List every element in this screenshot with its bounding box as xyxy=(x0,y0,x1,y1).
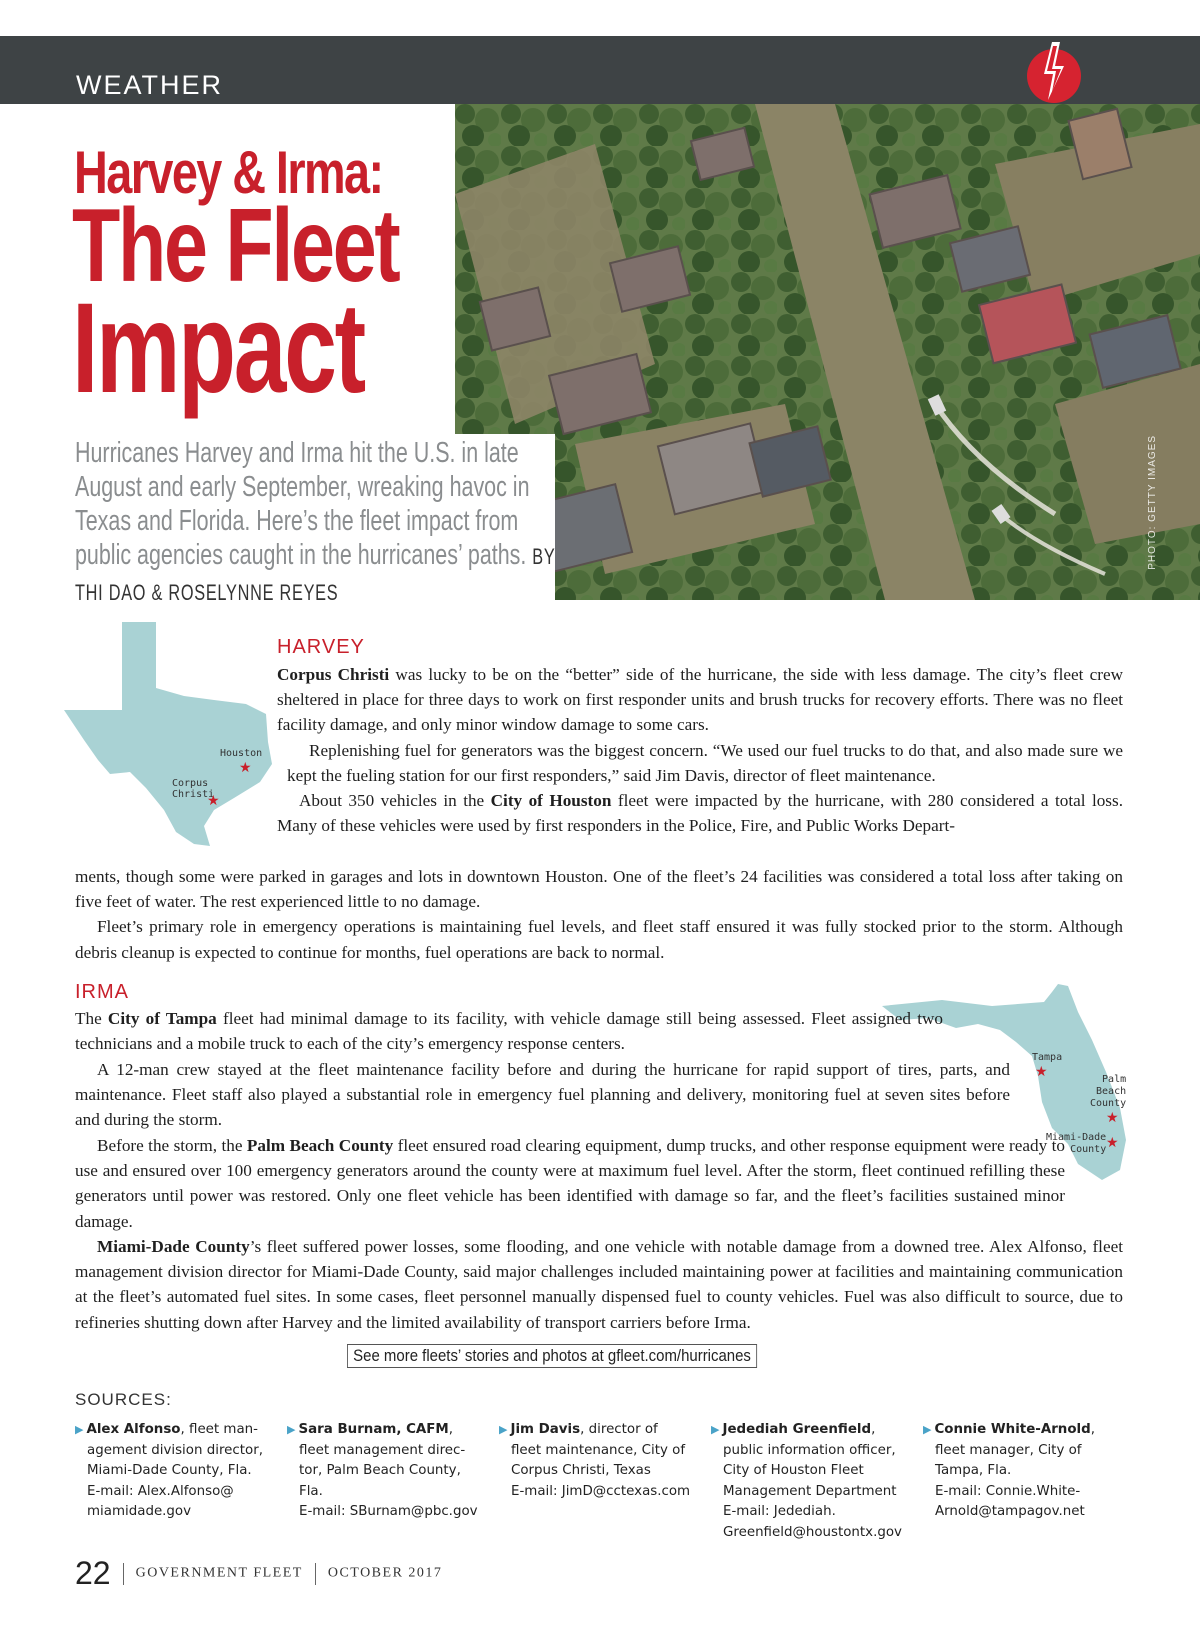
harvey-p2-text: Replenishing fuel for generators was the biggest concern. “We used our fuel trucks to do that, and also made sure we kept the fueling station for our first responders,” said Jim Davis, director of fleet maintenance. xyxy=(287,740,1123,785)
page-footer xyxy=(75,1555,442,1592)
map-label-tampa: Tampa xyxy=(1032,1052,1063,1063)
irma-article-palm-beach xyxy=(75,1133,1065,1234)
arrow-icon: ▶ xyxy=(711,1423,720,1436)
source-item xyxy=(287,1420,487,1523)
source-item xyxy=(75,1420,275,1523)
palm-beach-star-icon: ★ xyxy=(1106,1111,1119,1126)
harvey-p3-text-a: fleet were impacted by the hurricane, with 280 considered a total loss. Many of these vehicles were used by first responders in the Police, Fire, and Public Works Depart- xyxy=(277,791,1123,836)
page-number: 22 xyxy=(75,1555,111,1591)
source-line: fleet man- xyxy=(184,1422,258,1437)
harvey-p3-pre: About 350 vehicles in the xyxy=(299,791,491,811)
source-email: E-mail: Jedediah. xyxy=(723,1504,836,1519)
source-line: Tampa, Fla. xyxy=(935,1463,1012,1478)
texas-map xyxy=(64,622,284,848)
source-line: fleet maintenance, City of xyxy=(511,1442,686,1458)
source-comma: , xyxy=(1090,1422,1095,1437)
irma-p3-text: fleet ensured road clearing equipment, dump trucks, and other response equipment were ready to use and ensured over 100 emergency generators around the county were at maximum fuel level. After the storm, fleet continued refilling these generators until power was restored. Only one fleet vehicle has been identified with damage so far, and the fleet’s facilities sustained minor damage. xyxy=(75,1136,1066,1231)
arrow-icon: ▶ xyxy=(499,1423,508,1436)
source-line: public information officer, xyxy=(723,1442,896,1458)
md-label-2: County xyxy=(1070,1144,1107,1155)
source-line: director of xyxy=(584,1422,658,1437)
source-line: Fla. xyxy=(299,1483,323,1499)
source-comma: , xyxy=(871,1422,876,1437)
pb-label-2: Beach xyxy=(1096,1086,1127,1097)
arrow-icon: ▶ xyxy=(287,1423,296,1436)
harvey-article-bottom xyxy=(75,864,1123,965)
deck-summary: Hurricanes Harvey and Irma hit the U.S. in late August and early September, wreaking havoc in Texas and Florida. Here’s the fleet impact from public agencies caught in the hurricanes’ paths. xyxy=(75,437,530,571)
tampa-star-icon: ★ xyxy=(1035,1065,1048,1080)
harvey-paragraph-4 xyxy=(75,914,1123,964)
source-item xyxy=(923,1420,1128,1523)
deck-text xyxy=(75,436,578,610)
arrow-icon: ▶ xyxy=(923,1423,932,1436)
harvey-paragraph-2 xyxy=(277,738,1123,788)
city-of-tampa-bold: City of Tampa xyxy=(107,1009,217,1028)
irma-p1-text: fleet had minimal damage to its facility, with vehicle damage still being assessed. Fleet assigned two technicians and a mobile truck to each of the city’s emergency response centers. xyxy=(75,1009,943,1054)
hurricanes-link[interactable]: See more fleets’ stories and photos at gfleet.com/hurricanes xyxy=(347,1344,757,1368)
houston-star-icon: ★ xyxy=(239,761,252,776)
irma-article-bottom xyxy=(75,1234,1123,1335)
map-label-palm-beach-county xyxy=(1090,1074,1126,1110)
sources-heading: SOURCES: xyxy=(75,1390,172,1409)
irma-p3-pre: Before the storm, the xyxy=(97,1136,247,1155)
irma-paragraph-3 xyxy=(75,1133,1065,1234)
irma-article-middle xyxy=(75,1057,1010,1133)
city-of-houston-bold: City of Houston xyxy=(490,791,612,811)
headline-line-2: The Fleet xyxy=(72,188,399,304)
source-item xyxy=(499,1420,699,1502)
source-name: Sara Burnam, CAFM xyxy=(298,1422,449,1437)
palm-beach-county-bold: Palm Beach County xyxy=(246,1136,394,1155)
harvey-p3-text-b: ments, though some were parked in garages and lots in downtown Houston. One of the fleet’s 24 facilities was considered a total loss after taking on five feet of water. The rest experienced little to no damage. xyxy=(75,867,1123,912)
corpus-label-2: Christi xyxy=(172,789,215,800)
irma-article-top xyxy=(75,1006,943,1056)
harvey-heading: HARVEY xyxy=(277,636,365,658)
source-email: E-mail: SBurnam@pbc.gov xyxy=(299,1504,478,1519)
source-line: Corpus Christi, Texas xyxy=(511,1463,651,1478)
source-line: Miami-Dade County, Fla. xyxy=(87,1463,252,1478)
headline-line-3: Impact xyxy=(72,277,364,420)
source-line: agement division director, xyxy=(87,1442,263,1458)
md-label-1: Miami-Dade xyxy=(1046,1132,1107,1143)
miami-dade-star-icon: ★ xyxy=(1106,1136,1119,1151)
publication-name: GOVERNMENT FLEET xyxy=(135,1565,303,1581)
source-email: Greenfield@houstontx.gov xyxy=(723,1524,902,1540)
source-email: Arnold@tampagov.net xyxy=(935,1504,1085,1519)
corpus-christi-star-icon: ★ xyxy=(207,794,220,809)
arrow-icon: ▶ xyxy=(75,1423,84,1436)
map-label-houston: Houston xyxy=(220,748,263,759)
harvey-paragraph-1 xyxy=(277,662,1123,738)
pb-label-3: County xyxy=(1090,1098,1127,1109)
irma-paragraph-1 xyxy=(75,1006,943,1056)
source-line: fleet management direc- xyxy=(299,1442,466,1458)
section-label: WEATHER xyxy=(76,70,223,100)
photo-credit: PHOTO: GETTY IMAGES xyxy=(1147,435,1158,570)
miami-dade-county-bold: Miami-Dade County xyxy=(97,1237,250,1256)
corpus-christi-bold: Corpus Christi xyxy=(277,665,390,684)
footer-divider xyxy=(315,1563,316,1585)
source-line: tor, Palm Beach County, xyxy=(299,1463,461,1478)
source-name: Jedediah Greenfield xyxy=(722,1422,872,1437)
source-line: City of Houston Fleet xyxy=(723,1463,864,1478)
source-email: miamidade.gov xyxy=(87,1504,192,1519)
source-line: fleet manager, City of xyxy=(935,1442,1082,1458)
irma-heading: IRMA xyxy=(75,981,129,1003)
source-comma: , xyxy=(448,1422,453,1437)
harvey-paragraph-3b xyxy=(75,864,1123,914)
issue-date: OCTOBER 2017 xyxy=(327,1565,443,1581)
irma-paragraph-4 xyxy=(75,1234,1123,1335)
source-name: Jim Davis xyxy=(510,1422,581,1437)
headline-line-1: Harvey & Irma: xyxy=(74,139,383,206)
source-email: E-mail: JimD@cctexas.com xyxy=(511,1483,691,1499)
source-item xyxy=(711,1420,911,1543)
source-name: Connie White-Arnold xyxy=(934,1422,1091,1437)
irma-p1-pre: The xyxy=(75,1009,108,1028)
harvey-p1-text: was lucky to be on the “better” side of the hurricane, the side with less damage. The city’s fleet crew sheltered in place for three days to work on first responder units and brush trucks for recovery efforts. There was no fleet facility damage, and only minor window damage to some cars. xyxy=(277,665,1123,735)
corpus-label-1: Corpus xyxy=(172,778,209,789)
pb-label-1: Palm xyxy=(1102,1074,1127,1085)
source-line: Management Department xyxy=(723,1483,897,1499)
source-comma: , xyxy=(580,1422,585,1437)
irma-paragraph-2 xyxy=(75,1057,1010,1133)
harvey-p4-text: Fleet’s primary role in emergency operations is maintaining fuel levels, and fleet staff ensured it was fully stocked prior to the storm. Although debris cleanup is expected to continue for months, fuel operations are back to normal. xyxy=(75,917,1123,962)
harvey-paragraph-3a xyxy=(277,788,1123,838)
source-email: E-mail: Connie.White- xyxy=(935,1483,1081,1499)
footer-divider xyxy=(123,1563,124,1585)
lightning-bolt-logo-icon xyxy=(1022,40,1086,104)
byline: BY THI DAO & ROSELYNNE REYES xyxy=(75,544,556,605)
source-email: E-mail: Alex.Alfonso@ xyxy=(87,1483,234,1499)
irma-p4-text: ’s fleet suffered power losses, some flooding, and one vehicle with notable damage from a downed tree. Alex Alfonso, fleet management division director for Miami-Dade County, said major challenges included maintaining power at facilities and maintaining communication at the fleet’s automated fuel sites. In some cases, fleet personnel manually dispensed fuel to county vehicles. Fuel was also difficult to source, due to refineries shutting down after Harvey and the limited availability of transport carriers before Irma. xyxy=(75,1237,1123,1332)
irma-p2-text: A 12-man crew stayed at the fleet maintenance facility before and during the hurricane for rapid support of tires, parts, and maintenance. Fleet staff also played a substantial role in emergency fuel planning and delivery, monitoring fuel at seven sites before and during the storm. xyxy=(75,1060,1010,1130)
source-name: Alex Alfonso xyxy=(86,1422,181,1437)
source-comma: , xyxy=(180,1422,185,1437)
harvey-article-top xyxy=(277,662,1123,838)
